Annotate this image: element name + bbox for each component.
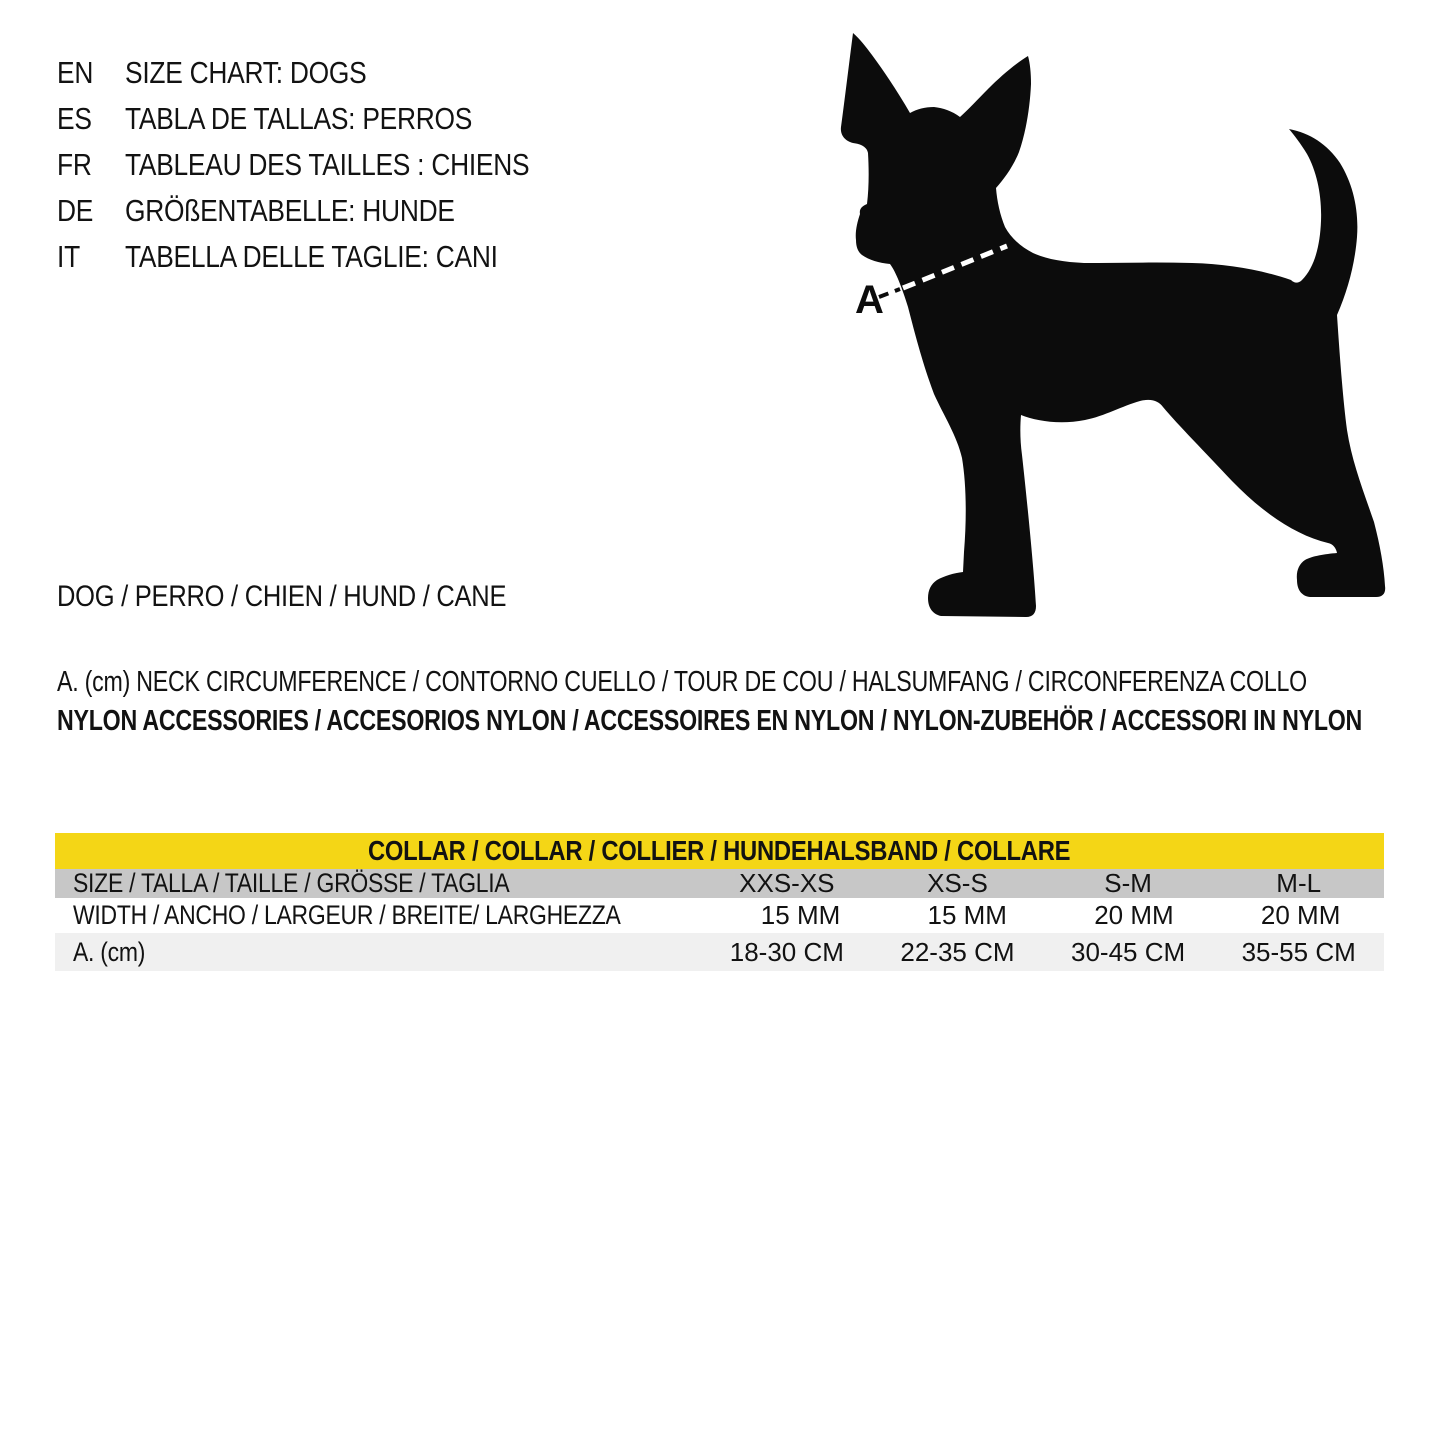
lang-title-en: SIZE CHART: DOGS <box>125 55 367 90</box>
lang-title-it: TABELLA DELLE TAGLIE: CANI <box>125 239 498 274</box>
neck-cell-2: 22-35 CM <box>900 936 1015 967</box>
lang-code-es: ES <box>57 101 92 136</box>
dog-silhouette <box>841 33 1385 617</box>
lang-code-fr: FR <box>57 147 92 182</box>
table-row-width <box>55 898 1384 933</box>
size-cell-2: XS-S <box>927 868 988 898</box>
dog-diagram <box>830 20 1400 630</box>
lang-code-en: EN <box>57 55 94 90</box>
width-cell-4: 20 MM <box>1260 900 1341 930</box>
lang-row-de <box>57 188 601 234</box>
neck-cell-1: 18-30 CM <box>729 936 844 967</box>
width-cell-3: 20 MM <box>1094 900 1174 930</box>
measurement-label-a: A <box>855 278 884 322</box>
note-material: NYLON ACCESSORIES / ACCESORIOS NYLON / ACCESSOIRES EN NYLON / NYLON-ZUBEHÖR / ACCESSORI IN NYLON <box>57 705 1363 737</box>
lang-code-de: DE <box>57 193 94 228</box>
lang-row-fr <box>57 142 601 188</box>
table-row-size <box>55 869 1384 898</box>
dog-diagram-svg <box>830 20 1400 630</box>
language-title-list <box>57 50 601 280</box>
lang-row-es <box>57 96 601 142</box>
row-label-size: SIZE / TALLA / TAILLE / GRÖSSE / TAGLIA <box>73 868 510 898</box>
table-row-neck <box>55 933 1384 971</box>
neck-cell-3: 30-45 CM <box>1070 936 1186 967</box>
row-label-neck: A. (cm) <box>73 936 146 967</box>
lang-title-fr: TABLEAU DES TAILLES : CHIENS <box>125 147 530 182</box>
note-measurement: A. (cm) NECK CIRCUMFERENCE / CONTORNO CUELLO / TOUR DE COU / HALSUMFANG / CIRCONFERENZA COLLO <box>57 666 1307 698</box>
size-cell-4: M-L <box>1276 868 1322 898</box>
lang-title-es: TABLA DE TALLAS: PERROS <box>125 101 473 136</box>
lang-row-en <box>57 50 601 96</box>
lang-title-de: GRÖßENTABELLE: HUNDE <box>125 193 455 228</box>
table-title: COLLAR / COLLAR / COLLIER / HUNDEHALSBAND / COLLARE <box>368 835 1071 866</box>
row-label-width: WIDTH / ANCHO / LARGEUR / BREITE/ LARGHEZZA <box>73 900 621 930</box>
size-cell-3: S-M <box>1104 868 1152 898</box>
dog-caption: DOG / PERRO / CHIEN / HUND / CANE <box>57 580 507 613</box>
collar-size-table <box>55 833 1384 971</box>
lang-row-it <box>57 234 601 280</box>
lang-code-it: IT <box>57 239 80 274</box>
size-cell-1: XXS-XS <box>739 868 835 898</box>
neck-cell-4: 35-55 CM <box>1241 936 1356 967</box>
width-cell-1: 15 MM <box>760 900 841 930</box>
width-cell-2: 15 MM <box>927 900 1007 930</box>
table-title-bar <box>55 833 1384 869</box>
